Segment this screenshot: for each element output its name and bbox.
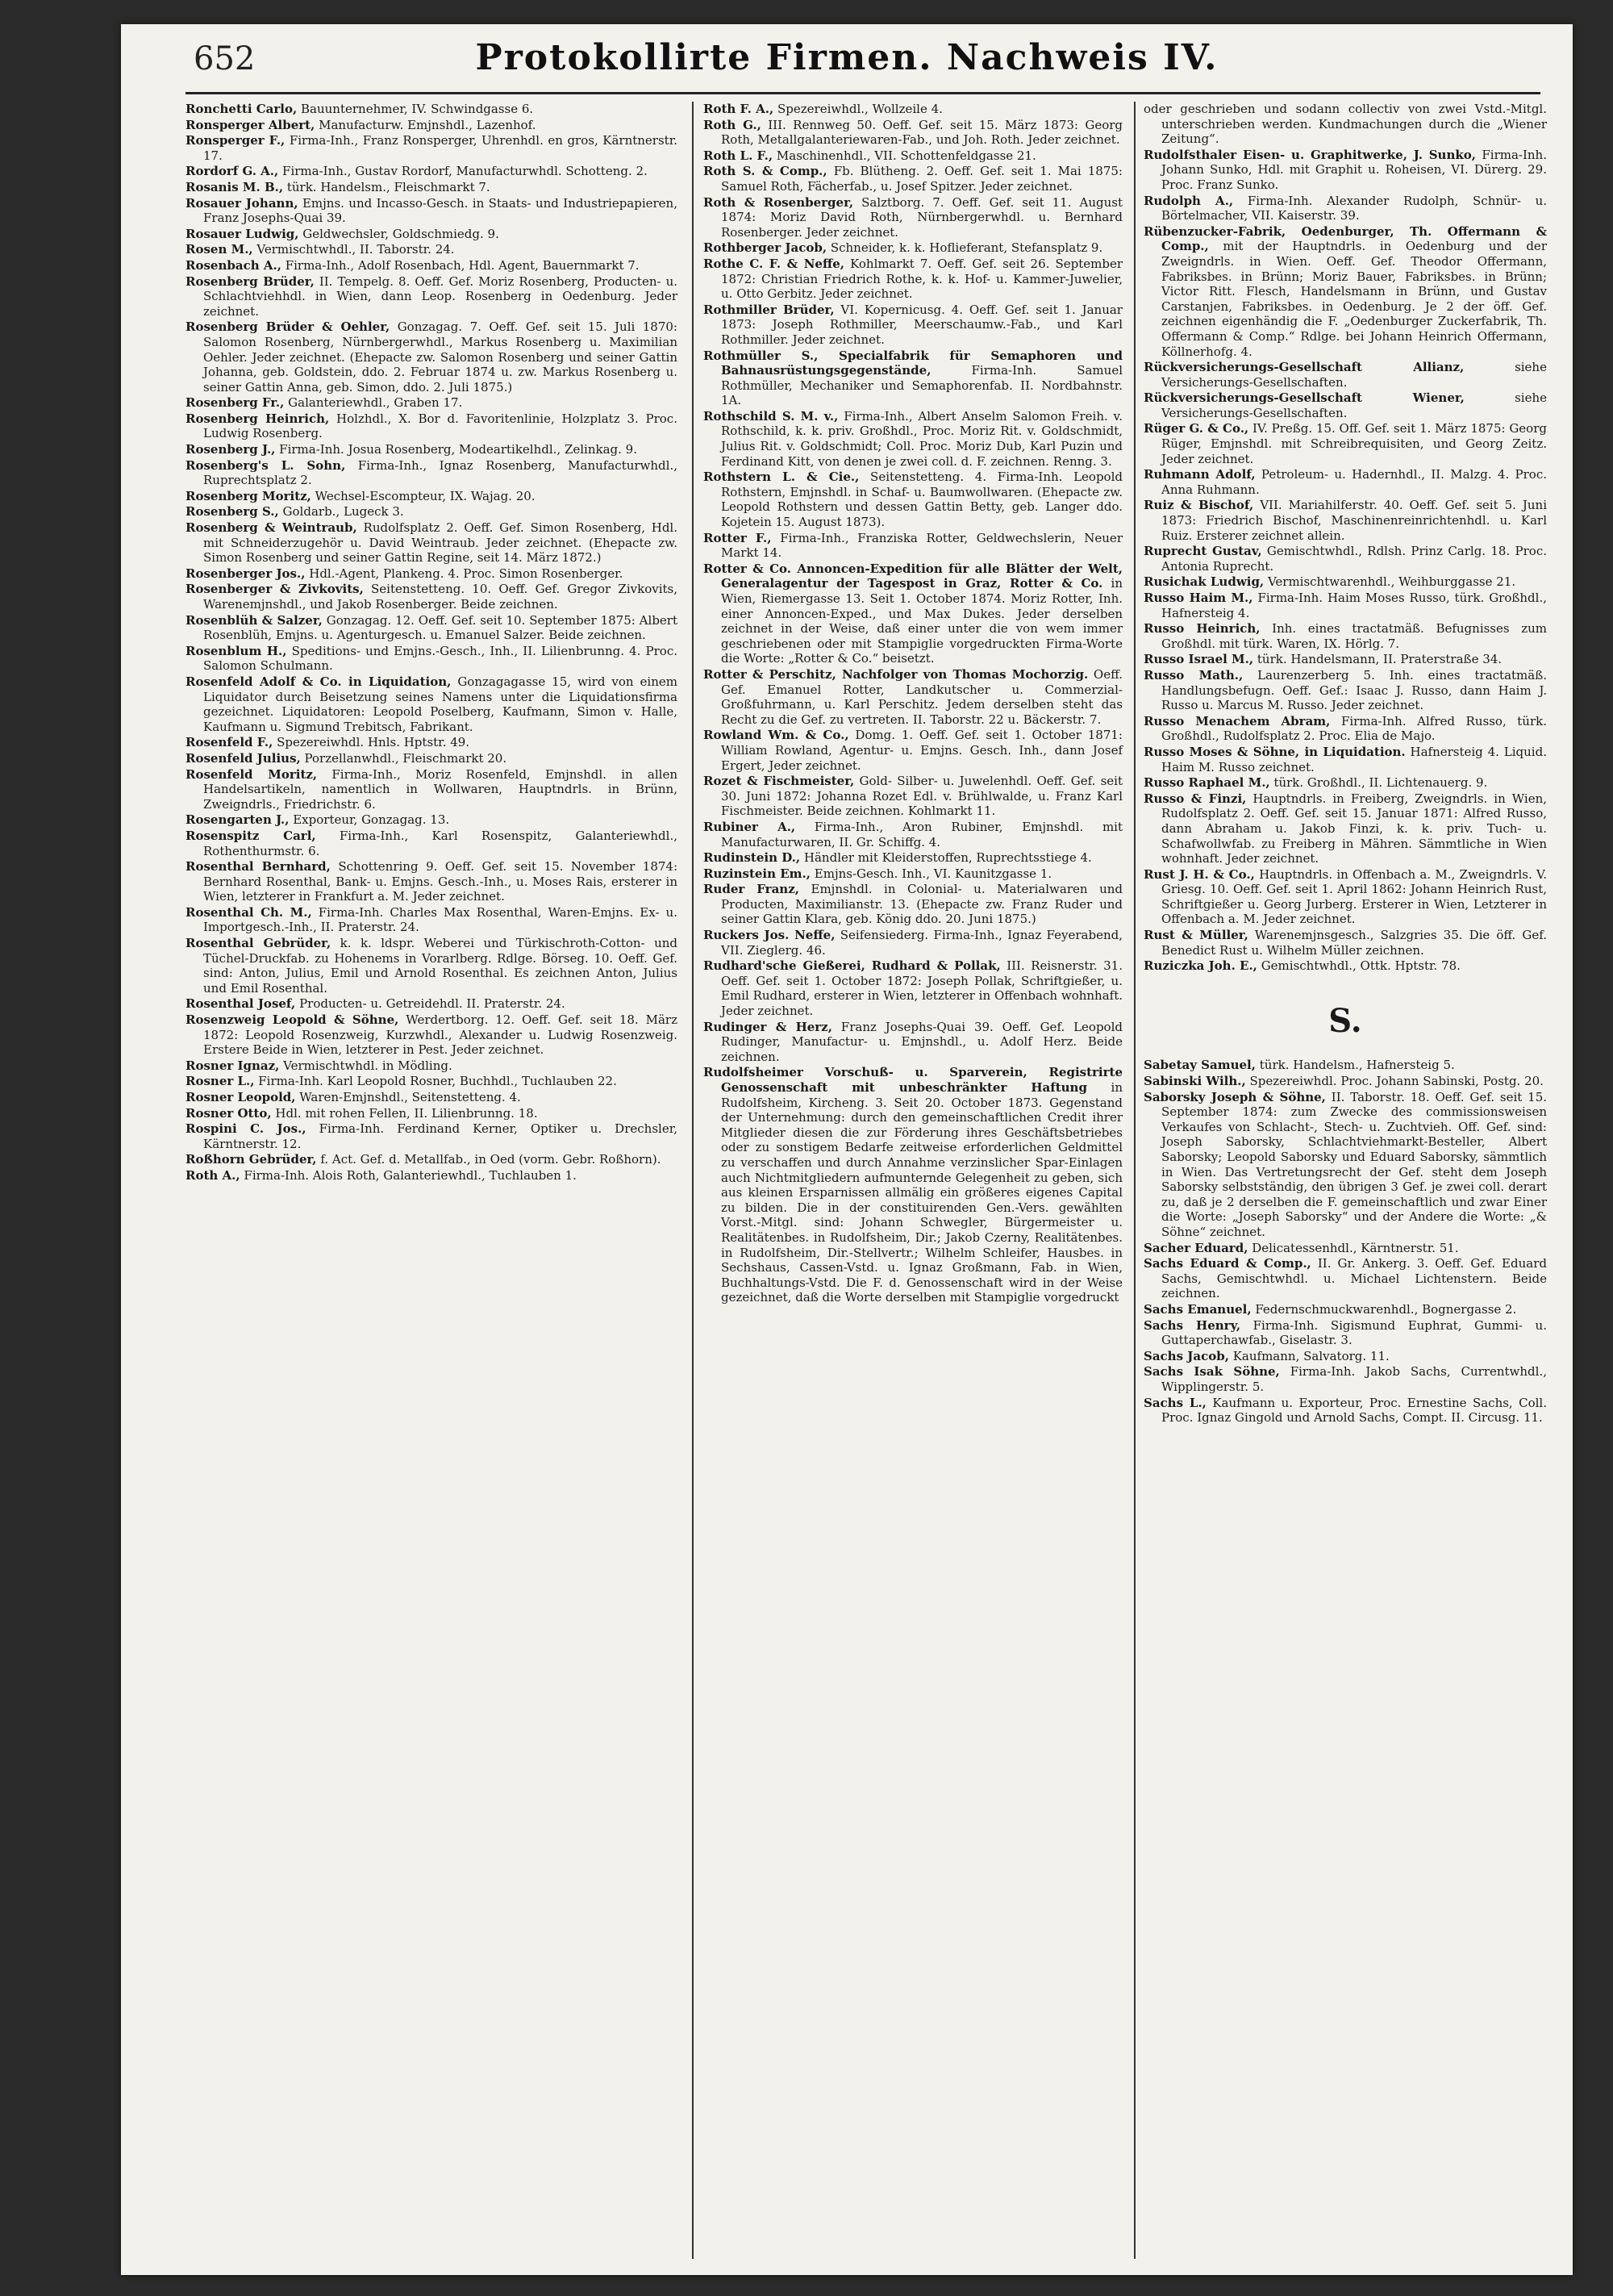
directory-entry	[1144, 591, 1547, 620]
firm-details: Gemischtwhdl., Ottk. Hptstr. 78.	[1261, 958, 1461, 974]
firm-details: Kaufmann, Salvatorg. 11.	[1232, 1348, 1390, 1363]
directory-entry	[185, 395, 677, 411]
directory-entry	[185, 674, 677, 734]
directory-entry	[703, 928, 1123, 958]
firm-name: Rosenthal Gebrüder,	[185, 936, 331, 951]
firm-details: Firma-Inh. Josua Rosenberg, Modeartikelhdl., Zelinkag. 9.	[279, 442, 637, 457]
firm-name: Rordorf G. A.,	[185, 164, 279, 179]
firm-details: Vermischtwhdl. in Mödling.	[283, 1058, 452, 1073]
firm-name: Rosner L.,	[185, 1074, 255, 1089]
directory-page	[121, 24, 1573, 2275]
firm-name: Rückversicherungs-Gesellschaft Wiener,	[1144, 390, 1465, 406]
firm-details: Schneider, k. k. Hoflieferant, Stefansplatz 9.	[830, 240, 1103, 256]
firm-name: Rudhard'sche Gießerei, Rudhard & Pollak,	[703, 958, 1001, 974]
firm-details: Schottenring 9. Oeff. Gef. seit 15. November 1874: Bernhard Rosenthal, Bank- u. Emjns. Gesch.-Inh., u. Moses Rais, ersterer in Wien, letzterer in Frankfurt a. M. Jeder zeichnet.	[203, 859, 678, 904]
firm-details: Firma-Inh., Albert Anselm Salomon Freih. v. Rothschild, k. k. priv. Großhdl., Proc. Moriz Rit. v. Goldschmidt, Julius Rit. v. Goldschmidt; Coll. Proc. Moriz Dub, Karl Puzin und Ferdinand Kitt, von denen je zwei coll. d. F. zeichnen. Renng. 3.	[721, 408, 1123, 469]
page-number: 652	[194, 40, 256, 77]
directory-entry	[703, 303, 1123, 348]
firm-details: türk. Großhdl., II. Lichtenauerg. 9.	[1273, 775, 1488, 791]
firm-name: Rosen M.,	[185, 242, 253, 257]
column-2	[703, 102, 1123, 1306]
firm-details: Warenemjnsgesch., Salzgries 35. Die öff. Gef. Benedict Rust u. Wilhelm Müller zeichnen.	[1161, 928, 1547, 958]
directory-entry	[185, 133, 677, 163]
directory-entry	[185, 1058, 677, 1074]
firm-name: Rusichak Ludwig,	[1144, 574, 1265, 590]
directory-entry	[185, 936, 677, 996]
firm-details: VI. Kopernicusg. 4. Oeff. Gef. seit 1. Januar 1873: Joseph Rothmiller, Meerschaumw.-Fab., und Karl Rothmiller. Jeder zeichnet.	[721, 302, 1123, 347]
directory-entry	[185, 751, 677, 766]
directory-entry	[703, 102, 1123, 117]
directory-entry	[1144, 714, 1547, 744]
firm-name: Rosenberg & Weintraub,	[185, 520, 357, 536]
directory-entry	[1144, 1256, 1547, 1301]
firm-name: Rozet & Fischmeister,	[703, 774, 855, 789]
firm-name: Sabinski Wilh.,	[1144, 1074, 1246, 1089]
firm-details: Gonzagag. 7. Oeff. Gef. seit 15. Juli 1870: Salomon Rosenberg, Nürnbergerwhdl., Markus Rosenberg u. Maximilian Oehler. Jeder zeichnet. (Ehepacte zw. Salomon Rosenberg und seiner Gattin Johanna, geb. Goldstein, ddo. 2. Februar 1874 u. zw. Markus Rosenberg u. seiner Gattin Anna, geb. Simon, ddo. 2. Juli 1875.)	[203, 319, 677, 394]
firm-details: Firma-Inh. Haim Moses Russo, türk. Großhdl., Hafnersteig 4.	[1161, 591, 1547, 620]
directory-entry	[703, 958, 1123, 1018]
directory-entry	[703, 470, 1123, 529]
firm-name: Rosanis M. B.,	[185, 179, 284, 194]
firm-details: in Rudolfsheim, Kircheng. 3. Seit 20. October 1873. Gegenstand der Unternehmung: durch den gemeinschaftlichen Credit ihrer Mitglieder diesen die zur Förderung ihres Geschäftsbetriebes oder zu sonstigem Bedarfe zeitweise erforderlichen Geldmittel zu verschaffen und durch Annahme verzinslicher Spar-Einlagen auch Nichtmitgliedern aufmunternde Gelegenheit zu geben, sich aus kleinen Ersparnissen allmälig ein größeres eigenes Capital zu bilden. Die in der constituirenden Gen.-Vers. gewählten Vorst.-Mitgl. sind: Johann Schwegler, Bürgermeister u. Realitätenbes. in Rudolfsheim, Dir.; Jakob Czerny, Realitätenbes. in Rudolfsheim, Dir.-Stellvertr.; Wilhelm Schleifer, Hausbes. in Sechshaus, Cassen-Vstd. u. Ignaz Großmann, Fab. in Wien, Buchhaltungs-Vstd. Die F. d. Genossenschaft wird in der Weise gezeichnet, daß die Worte derselben mit Stampiglie vorgedruckt	[721, 1080, 1123, 1305]
firm-details: Werdertborg. 12. Oeff. Gef. seit 18. März 1872: Leopold Rosenzweig, Kurzwhdl., Alexander u. Ludwig Rosenzweig. Erstere Beide in Wien, letzterer in Pest. Jeder zeichnet.	[203, 1012, 677, 1058]
directory-entry	[703, 561, 1123, 666]
firm-details: k. k. ldspr. Weberei und Türkischroth-Cotton- und Tüchel-Druckfab. zu Hohenems in Vorarlberg. Rdlge. Börseg. 10. Oeff. Gef. sind: Anton, Julius, Emil und Arnold Rosenthal. Es zeichnen Anton, Julius und Emil Rosenthal.	[203, 936, 677, 996]
directory-entry	[1144, 467, 1547, 497]
firm-name: Rosengarten J.,	[185, 812, 290, 828]
firm-details: mit der Hauptndrls. in Oedenburg und der Zweigndrls. in Wien. Oeff. Gef. Theodor Offermann, Fabriksbes. in Brünn; Moriz Bauer, Fabriksbes. in Brünn; Victor Ritt. Flesch, Handelsmann in Brünn, und Gustav Carstanjen, Fabriksbes. in Oedenburg. Je 2 der öff. Gef. zeichnen eigenhändig die F. „Oedenburger Zuckerfabrik, Th. Offermann & Comp.“ Rdlge. bei Johann Heinrich Offermann, Köllnerhofg. 4.	[1161, 239, 1547, 359]
firm-name: Ruziczka Joh. E.,	[1144, 958, 1257, 974]
directory-entry	[1144, 360, 1547, 390]
firm-details: Oeff. Gef. Emanuel Rotter, Landkutscher u. Commerzial-Großfuhrmann, u. Karl Perschitz. Jedem derselben steht das Recht zu die Gef. zu vertreten. II. Taborstr. 22 u. Bäckerstr. 7.	[721, 666, 1123, 727]
directory-entry	[1144, 668, 1547, 713]
firm-name: Roth L. F.,	[703, 148, 773, 163]
firm-details: Vermischtwarenhdl., Weihburggasse 21.	[1267, 574, 1516, 590]
firm-details: II. Tempelg. 8. Oeff. Gef. Moriz Rosenberg, Producten- u. Schlachtviehhdl. in Wien, dann Leop. Rosenberg in Oedenburg. Jeder zeichnet.	[203, 273, 677, 319]
firm-name: Russo Moses & Söhne, in Liquidation.	[1144, 744, 1406, 759]
firm-details: II. Taborstr. 18. Oeff. Gef. seit 15. September 1874: zum Zwecke des commissionsweisen Verkaufes von Schlacht-, Stech- u. Zuchtvieh. Off. Gef. sind: Joseph Saborsky, Schlachtviehmarkt-Besteller, Albert Saborsky; Leopold Saborsky und Eduard Saborsky, sämmtlich in Wien. Das Vertretungsrecht der Gef. steht dem Joseph Saborsky selbstständig, den übrigen 3 Gef. je zwei coll. derart zu, daß je 2 derselben die F. gemeinschaftlich und zwar Einer die Worte: „Joseph Saborsky“ und der Andere die Worte: „& Söhne“ zeichnet.	[1161, 1089, 1548, 1239]
firm-name: Rudolph A.,	[1144, 193, 1234, 208]
firm-name: Rosenblum H.,	[185, 643, 287, 658]
firm-name: Rowland Wm. & Co.,	[703, 728, 849, 743]
directory-entry	[703, 774, 1123, 819]
directory-entry	[703, 1020, 1123, 1065]
firm-name: Sacher Eduard,	[1144, 1240, 1248, 1255]
directory-entry	[185, 829, 677, 858]
firm-details: Gold- Silber- u. Juwelenhdl. Oeff. Gef. seit 30. Juni 1872: Johanna Rozet Edl. v. Brühlwalde, u. Franz Karl Fischmeister. Beide zeichnen. Kohlmarkt 11.	[721, 774, 1123, 819]
directory-entry	[1144, 652, 1547, 667]
firm-details: Delicatessenhdl., Kärntnerstr. 51.	[1252, 1240, 1459, 1255]
firm-details: Firma-Inh. Alfred Russo, türk. Großhdl., Rudolfsplatz 2. Proc. Elia de Majo.	[1161, 713, 1547, 744]
firm-details: Firma-Inh. Jakob Sachs, Currentwhdl., Wipplingerstr. 5.	[1161, 1364, 1547, 1394]
firm-details: Gonzagag. 12. Oeff. Gef. seit 10. September 1875: Albert Rosenblüh, Emjns. u. Agenturgesch. u. Emanuel Salzer. Beide zeichnen.	[203, 612, 677, 643]
firm-name: Rudolfsheimer Vorschuß- u. Sparverein, Registrirte Genossenschaft mit unbeschränkter Haftung	[703, 1065, 1123, 1095]
directory-entry	[185, 442, 677, 457]
directory-entry	[1144, 1241, 1547, 1256]
firm-details: Firma-Inh. Alois Roth, Galanteriewhdl., Tuchlauben 1.	[244, 1167, 577, 1183]
directory-entry	[185, 1012, 677, 1058]
directory-entry	[1144, 194, 1547, 223]
directory-entry	[703, 195, 1123, 240]
directory-entry	[703, 882, 1123, 927]
firm-name: Rosenfeld Julius,	[185, 750, 301, 766]
directory-entry	[185, 1168, 677, 1183]
firm-details: Petroleum- u. Hadernhdl., II. Malzg. 4. Proc. Anna Ruhmann.	[1161, 467, 1547, 497]
firm-details: Kohlmarkt 7. Oeff. Gef. seit 26. September 1872: Christian Friedrich Rothe, k. k. Hof- u. Kammer-Juwelier, u. Otto Gerbitz. Jeder zeichnet.	[721, 256, 1123, 302]
firm-name: Roth G.,	[703, 117, 761, 132]
firm-details: Hauptndrls. in Offenbach a. M., Zweigndrls. V. Griesg. 10. Oeff. Gef. seit 1. April 1862: Johann Heinrich Rust, Schriftgießer u. Georg Jurberg. Ersterer in Wien, Letzterer in Offenbach a. M. Jeder zeichnet.	[1161, 866, 1547, 927]
firm-name: Rosner Leopold,	[185, 1090, 296, 1104]
firm-details: oder geschrieben und sodann collectiv von zwei Vstd.-Mitgl. unterschrieben werden. Kundmachungen durch die „Wiener Zeitung“.	[1144, 102, 1547, 147]
firm-name: Rosenberg J.,	[185, 442, 276, 457]
directory-entry	[185, 1090, 677, 1105]
directory-entry	[185, 180, 677, 195]
firm-details: siehe Versicherungs-Gesellschaften.	[1161, 390, 1547, 420]
firm-name: Roth & Rosenberger,	[703, 194, 854, 210]
directory-entry	[185, 735, 677, 750]
firm-name: Rudolfsthaler Eisen- u. Graphitwerke, J. Sunko,	[1144, 147, 1476, 162]
firm-name: Rückversicherungs-Gesellschaft Allianz,	[1144, 360, 1465, 375]
firm-name: Rosner Otto,	[185, 1105, 272, 1121]
firm-details: III. Reisnerstr. 31. Oeff. Gef. seit 1. October 1872: Joseph Pollak, Schriftgießer, u. Emil Rudhard, ersterer in Wien, letzterer in Offenbach wohnhaft. Jeder zeichnet.	[721, 958, 1123, 1019]
directory-entry	[1144, 1302, 1547, 1317]
firm-name: Rosenfeld Adolf & Co. in Liquidation,	[185, 674, 452, 689]
firm-name: Ruckers Jos. Neffe,	[703, 928, 836, 943]
directory-entry	[185, 411, 677, 441]
firm-name: Ruprecht Gustav,	[1144, 544, 1262, 559]
firm-name: Rosenberger & Zivkovits,	[185, 582, 364, 597]
directory-entry	[185, 1106, 677, 1121]
firm-details: Gemischtwhdl., Rdlsh. Prinz Carlg. 18. Proc. Antonia Ruprecht.	[1161, 544, 1547, 574]
firm-details: Kaufmann u. Exporteur, Proc. Ernestine Sachs, Coll. Proc. Ignaz Gingold und Arnold Sachs, Compt. II. Circusg. 11.	[1161, 1395, 1547, 1426]
firm-details: Firma-Inh., Franz Ronsperger, Uhrenhdl. en gros, Kärntnerstr. 17.	[203, 133, 677, 163]
directory-entry	[185, 812, 677, 828]
firm-name: Rosenberg S.,	[185, 504, 279, 520]
firm-details: siehe Versicherungs-Gesellschaften.	[1161, 360, 1547, 390]
firm-details: Hauptndrls. in Freiberg, Zweigndrls. in Wien, Rudolfsplatz 2. Oeff. Gef. seit 15. Januar 1871: Alfred Russo, dann Abraham u. Jakob Finzi, k. k. priv. Tuch- u. Schafwollwfab. zu Freiberg in Mähren. Sämmtliche in Wien wohnhaft. Jeder zeichnet.	[1161, 791, 1548, 866]
firm-details: Firma-Inh. Alexander Rudolph, Schnür- u. Börtelmacher, VII. Kaiserstr. 39.	[1161, 193, 1547, 223]
firm-details: Spezereiwhdl. Proc. Johann Sabinski, Postg. 20.	[1249, 1074, 1544, 1089]
directory-entry	[1144, 1364, 1547, 1394]
firm-name: Rotter & Perschitz, Nachfolger von Thomas Mochorzig.	[703, 666, 1089, 682]
firm-details: Spezereiwhdl., Wollzeile 4.	[777, 102, 943, 116]
firm-details: Emjns-Gesch. Inh., VI. Kaunitzgasse 1.	[814, 866, 1052, 881]
firm-name: Rothberger Jacob,	[703, 240, 827, 256]
directory-entry	[185, 1121, 677, 1151]
firm-details: türk. Handelsmann, II. Praterstraße 34.	[1257, 652, 1503, 667]
firm-details: Speditions- und Emjns.-Gesch., Inh., II. Lilienbrunng. 4. Proc. Salomon Schulmann.	[203, 643, 677, 674]
firm-details: Inh. eines tractatmäß. Befugnisses zum Großhdl. mit türk. Waren, IX. Hörlg. 7.	[1161, 621, 1547, 651]
directory-entry	[703, 531, 1123, 561]
directory-entry	[1144, 928, 1547, 958]
firm-name: Rosenberg Moritz,	[185, 488, 311, 503]
directory-entry	[1144, 544, 1547, 574]
column-1	[185, 102, 677, 1184]
title-rule	[185, 92, 1540, 94]
directory-entry	[1144, 791, 1547, 866]
directory-entry	[185, 196, 677, 226]
directory-entry	[185, 274, 677, 319]
firm-name: Rothmiller Brüder,	[703, 302, 835, 317]
firm-details: türk. Handelsm., Hafnersteig 5.	[1259, 1058, 1455, 1073]
firm-details: Porzellanwhdl., Fleischmarkt 20.	[304, 750, 507, 766]
firm-name: Rosenbach A.,	[185, 257, 281, 273]
directory-entry	[185, 644, 677, 674]
firm-name: Rüger G. & Co.,	[1144, 421, 1249, 436]
firm-details: Firma-Inh. Ferdinand Kerner, Optiker u. Drechsler, Kärntnerstr. 12.	[203, 1121, 677, 1151]
directory-entry	[703, 148, 1123, 164]
firm-name: Ronsperger Albert,	[185, 117, 315, 132]
firm-details: Holzhdl., X. Bor d. Favoritenlinie, Holzplatz 3. Proc. Ludwig Rosenberg.	[203, 411, 677, 441]
firm-name: Saborsky Joseph & Söhne,	[1144, 1089, 1326, 1104]
directory-entry	[185, 227, 677, 242]
firm-details: Franz Josephs-Quai 39. Oeff. Gef. Leopold Rudinger, Manufactur- u. Emjnshdl., u. Adolf Herz. Beide zeichnen.	[721, 1019, 1123, 1064]
firm-details: Exporteur, Gonzagag. 13.	[293, 812, 450, 828]
directory-entry	[185, 520, 677, 566]
directory-entry	[1144, 621, 1547, 651]
directory-entry	[703, 667, 1123, 727]
firm-details: Salztborg. 7. Oeff. Gef. seit 11. August 1874: Moriz David Roth, Nürnbergerwhdl. u. Bernhard Rosenberger. Jeder zeichnet.	[721, 194, 1123, 240]
directory-entry	[185, 458, 677, 488]
directory-entry	[185, 767, 677, 812]
firm-name: Russo Math.,	[1144, 667, 1244, 683]
firm-details: Firma-Inh., Gustav Rordorf, Manufacturwhdl. Schotteng. 2.	[282, 164, 648, 179]
directory-entry	[185, 164, 677, 179]
firm-name: Sachs Isak Söhne,	[1144, 1364, 1280, 1380]
firm-name: Rust J. H. & Co.,	[1144, 866, 1255, 882]
firm-name: Rosenberger Jos.,	[185, 566, 306, 581]
firm-details: Galanteriewhdl., Graben 17.	[288, 395, 463, 411]
firm-name: Rosenberg Brüder & Oehler,	[185, 319, 390, 335]
directory-entry	[185, 859, 677, 904]
firm-name: Rudinstein D.,	[703, 850, 801, 866]
directory-entry	[703, 409, 1123, 469]
firm-name: Rotter & Co. Annoncen-Expedition für alle Blätter der Welt, Generalagentur der Tagespost in Graz, Rotter & Co.	[703, 561, 1123, 591]
firm-details: Fb. Blütheng. 2. Oeff. Gef. seit 1. Mai 1875: Samuel Roth, Fächerfab., u. Josef Spitzer. Jeder zeichnet.	[721, 164, 1123, 194]
directory-entry	[703, 866, 1123, 882]
firm-name: Russo & Finzi,	[1144, 791, 1247, 806]
firm-name: Rosauer Ludwig,	[185, 226, 299, 241]
firm-name: Rosenfeld Moritz,	[185, 766, 318, 782]
column-divider	[692, 102, 694, 2259]
directory-entry	[1144, 1090, 1547, 1240]
directory-entry	[1144, 102, 1547, 147]
firm-details: Domg. 1. Oeff. Gef. seit 1. October 1871: William Rowland, Agentur- u. Emjns. Gesch. Inh., dann Josef Ergert, Jeder zeichnet.	[721, 728, 1123, 773]
firm-details: Hafnersteig 4. Liquid. Haim M. Russo zeichnet.	[1161, 744, 1547, 774]
directory-entry	[703, 1065, 1123, 1305]
firm-name: Rosenthal Josef,	[185, 996, 296, 1012]
firm-details: Firma-Inh. Karl Leopold Rosner, Buchhdl., Tuchlauben 22.	[258, 1074, 617, 1089]
firm-name: Rosauer Johann,	[185, 195, 298, 211]
firm-details: Seitenstetteng. 4. Firma-Inh. Leopold Rothstern, Emjnshdl. in Schaf- u. Baumwollwaren. (Ehepacte zw. Leopold Rothstern und dessen Gattin Betty, geb. Langer ddo. Kojetein 15. August 1873).	[721, 470, 1123, 530]
firm-details: II. Gr. Ankerg. 3. Oeff. Gef. Eduard Sachs, Gemischtwhdl. u. Michael Lichtenstern. Beide zeichnen.	[1161, 1256, 1547, 1301]
firm-name: Rosenberg Fr.,	[185, 395, 285, 411]
firm-details: Firma-Inh., Karl Rosenspitz, Galanteriewhdl., Rothenthurmstr. 6.	[203, 828, 677, 858]
column-3	[1144, 102, 1547, 1426]
firm-name: Ronsperger F.,	[185, 133, 286, 148]
firm-details: Maschinenhdl., VII. Schottenfeldgasse 21.	[776, 148, 1036, 163]
firm-name: Sachs Eduard & Comp.,	[1144, 1256, 1311, 1271]
directory-entry	[1144, 574, 1547, 590]
directory-entry	[185, 118, 677, 133]
firm-name: Rosenberg Heinrich,	[185, 411, 330, 426]
firm-details: Firma-Inh., Adolf Rosenbach, Hdl. Agent, Bauernmarkt 7.	[285, 257, 640, 273]
firm-name: Sachs Henry,	[1144, 1317, 1241, 1333]
firm-name: Sachs L.,	[1144, 1395, 1207, 1410]
page-title: Protokollirte Firmen. Nachweis IV.	[475, 37, 1219, 78]
firm-details: Rudolfsplatz 2. Oeff. Gef. Simon Rosenberg, Hdl. mit Schneiderzugehör u. David Weintraub. Jeder zeichnet. (Ehepacte zw. Simon Rosenberg und seiner Gattin Regine, seit 14. März 1872.)	[203, 520, 677, 566]
firm-name: Rosenspitz Carl,	[185, 828, 316, 843]
directory-entry	[703, 728, 1123, 773]
firm-name: Rosenblüh & Salzer,	[185, 612, 323, 628]
firm-name: Rosenthal Ch. M.,	[185, 904, 312, 920]
directory-entry	[185, 905, 677, 935]
firm-details: Firma-Inh., Franziska Rotter, Geldwechslerin, Neuer Markt 14.	[721, 530, 1123, 561]
firm-details: Geldwechsler, Goldschmiedg. 9.	[302, 226, 499, 241]
firm-name: Rudinger & Herz,	[703, 1019, 832, 1034]
directory-entry	[185, 1074, 677, 1089]
directory-entry	[185, 996, 677, 1012]
firm-details: Emjnshdl. in Colonial- u. Materialwaren und Producten, Maximilianstr. 13. (Ehepacte zw. Franz Ruder und seiner Gattin Klara, geb. König ddo. 20. Juni 1875.)	[721, 882, 1123, 927]
firm-name: Rothschild S. M. v.,	[703, 408, 839, 424]
firm-details: Federnschmuckwarenhdl., Bognergasse 2.	[1255, 1301, 1517, 1317]
firm-details: Producten- u. Getreidehdl. II. Praterstr. 24.	[299, 996, 565, 1012]
firm-name: Rosenberg's L. Sohn,	[185, 457, 346, 473]
directory-entry	[1144, 390, 1547, 420]
firm-details: Waren-Emjnshdl., Seitenstetteng. 4.	[299, 1090, 521, 1104]
firm-name: Russo Menachem Abram,	[1144, 713, 1331, 728]
firm-details: in Wien, Riemergasse 13. Seit 1. October 1874. Moriz Rotter, Inh. einer Annoncen-Exped., und Max Dukes. Jeder derselben zeichnet in der Weise, daß einer unter die von wem immer geschriebenen oder mit Stampiglie vorgedruckten Firma-Worte die Worte: „Rotter & Co.“ beisetzt.	[721, 576, 1123, 666]
firm-details: Laurenzerberg 5. Inh. eines tractatmäß. Handlungsbefugn. Oeff. Gef.: Isaac J. Russo, dann Haim J. Russo u. Marcus M. Russo. Jeder zeichnet.	[1161, 667, 1547, 713]
firm-name: Sabetay Samuel,	[1144, 1058, 1256, 1073]
firm-details: Hdl.-Agent, Plankeng. 4. Proc. Simon Rosenberger.	[309, 566, 623, 581]
firm-name: Rubiner A.,	[703, 819, 796, 834]
directory-entry	[185, 566, 677, 582]
directory-entry	[1144, 1396, 1547, 1426]
firm-name: Russo Israel M.,	[1144, 652, 1254, 667]
firm-name: Rosenfeld F.,	[185, 735, 273, 750]
firm-name: Russo Haim M.,	[1144, 591, 1253, 605]
section-letter: S.	[1328, 1001, 1362, 1040]
firm-details: Firma-Inh., Moriz Rosenfeld, Emjnshdl. in allen Handelsartikeln, namentlich in Wollwaren, Hauptndrls. in Brünn, Zweigndrls., Friedrichstr. 6.	[203, 766, 677, 812]
firm-name: Roth S. & Comp.,	[703, 164, 827, 179]
firm-name: Rosenberg Brüder,	[185, 273, 315, 289]
firm-name: Rothstern L. & Cie.,	[703, 470, 860, 485]
firm-name: Rosenzweig Leopold & Söhne,	[185, 1012, 399, 1028]
firm-details: Manufacturw. Emjnshdl., Lazenhof.	[319, 117, 536, 132]
firm-name: Sachs Emanuel,	[1144, 1301, 1252, 1317]
directory-entry	[185, 489, 677, 504]
firm-details: Spezereiwhdl. Hnls. Hptstr. 49.	[277, 735, 470, 750]
directory-entry	[1144, 745, 1547, 774]
directory-entry	[1144, 1058, 1547, 1073]
firm-details: Vermischtwhdl., II. Taborstr. 24.	[256, 242, 455, 257]
directory-entry	[703, 349, 1123, 408]
directory-entry	[1144, 958, 1547, 974]
firm-details: Gonzagagasse 15, wird von einem Liquidator durch Beisetzung seines Namens unter die Liquidationsfirma gezeichnet. Liquidatoren: Leopold Poselberg, Kaufmann, Simon v. Halle, Kaufmann u. Sigmund Trebitsch, Fabrikant.	[203, 674, 677, 734]
firm-details: Goldarb., Lugeck 3.	[282, 504, 404, 520]
firm-name: Rothe C. F. & Neffe,	[703, 256, 845, 271]
firm-name: Roßhorn Gebrüder,	[185, 1152, 317, 1167]
directory-entry	[1144, 1318, 1547, 1348]
directory-entry	[185, 258, 677, 273]
directory-entry	[703, 164, 1123, 194]
directory-entry	[1144, 775, 1547, 791]
directory-entry	[1144, 867, 1547, 927]
firm-name: Ruzinstein Em.,	[703, 866, 811, 881]
firm-details: III. Rennweg 50. Oeff. Gef. seit 15. März 1873: Georg Roth, Metallgalanteriewaren-Fab., und Joh. Roth. Jeder zeichnet.	[721, 117, 1123, 148]
firm-details: VII. Mariahilferstr. 40. Oeff. Gef. seit 5. Juni 1873: Friedrich Bischof, Maschinenreinrichtenhdl. u. Karl Ruiz. Ersterer zeichnet allein.	[1161, 498, 1547, 543]
directory-entry	[703, 257, 1123, 302]
firm-details: Händler mit Kleiderstoffen, Ruprechtsstiege 4.	[803, 850, 1092, 866]
directory-entry	[185, 1152, 677, 1167]
firm-details: Hdl. mit rohen Fellen, II. Lilienbrunng. 18.	[275, 1105, 538, 1121]
firm-name: Rosner Ignaz,	[185, 1058, 280, 1073]
directory-entry	[1144, 224, 1547, 359]
firm-details: türk. Handelsm., Fleischmarkt 7.	[286, 179, 490, 194]
firm-name: Ruder Franz,	[703, 882, 799, 897]
firm-details: Firma-Inh., Aron Rubiner, Emjnshdl. mit Manufacturwaren, II. Gr. Schiffg. 4.	[721, 819, 1123, 850]
directory-entry	[1144, 1074, 1547, 1089]
firm-name: Ronchetti Carlo,	[185, 102, 298, 116]
firm-details: Seitenstetteng. 10. Oeff. Gef. Gregor Zivkovits, Warenemjnshdl., und Jakob Rosenberger. Beide zeichnen.	[203, 582, 677, 612]
firm-name: Ruhmann Adolf,	[1144, 467, 1256, 482]
directory-entry	[703, 820, 1123, 850]
directory-entry	[185, 242, 677, 257]
firm-details: Emjns. und Incasso-Gesch. in Staats- und Industriepapieren, Franz Josephs-Quai 39.	[203, 195, 677, 226]
firm-name: Russo Raphael M.,	[1144, 775, 1270, 791]
directory-entry	[1144, 1349, 1547, 1364]
firm-details: Firma-Inh. Charles Max Rosenthal, Waren-Emjns. Ex- u. Importgesch.-Inh., II. Praterstr. 24.	[203, 904, 677, 935]
directory-entry	[1144, 498, 1547, 543]
firm-details: Wechsel-Escompteur, IX. Wajag. 20.	[315, 488, 536, 503]
firm-details: Firma-Inh., Ignaz Rosenberg, Manufacturwhdl., Ruprechtsplatz 2.	[203, 457, 677, 488]
firm-details: Firma-Inh. Johann Sunko, Hdl. mit Graphit u. Roheisen, VI. Dürerg. 29. Proc. Franz Sunko.	[1161, 147, 1547, 192]
firm-name: Roth A.,	[185, 1167, 240, 1183]
directory-entry	[703, 118, 1123, 148]
firm-details: Bauunternehmer, IV. Schwindgasse 6.	[301, 102, 534, 116]
firm-name: Rothmüller S., Specialfabrik für Semaphoren und Bahnausrüstungsgegenstände,	[703, 348, 1123, 378]
directory-entry	[185, 582, 677, 612]
directory-entry	[1144, 148, 1547, 193]
directory-entry	[185, 504, 677, 520]
firm-details: Firma-Inh. Samuel Rothmüller, Mechaniker und Semaphorenfab. II. Nordbahnstr. 1A.	[721, 363, 1123, 408]
directory-entry	[185, 319, 677, 394]
firm-name: Russo Heinrich,	[1144, 621, 1261, 637]
firm-name: Rosenthal Bernhard,	[185, 859, 331, 875]
firm-name: Rübenzucker-Fabrik, Oedenburger, Th. Offermann & Comp.,	[1144, 223, 1547, 254]
firm-details: IV. Preßg. 15. Off. Gef. seit 1. März 1875: Georg Rüger, Emjnshdl. mit Schreibrequisiten, und Georg Zeitz. Jeder zeichnet.	[1161, 421, 1547, 466]
firm-details: f. Act. Gef. d. Metallfab., in Oed (vorm. Gebr. Roßhorn).	[320, 1152, 661, 1167]
directory-entry	[185, 102, 677, 117]
firm-details: Firma-Inh. Sigismund Euphrat, Gummi- u. Guttaperchawfab., Giselastr. 3.	[1161, 1317, 1547, 1348]
directory-entry	[703, 240, 1123, 256]
firm-name: Ruiz & Bischof,	[1144, 498, 1254, 513]
firm-name: Rust & Müller,	[1144, 928, 1248, 943]
column-divider	[1134, 102, 1136, 2259]
firm-name: Rotter F.,	[703, 530, 772, 545]
directory-entry	[703, 850, 1123, 866]
firm-name: Roth F. A.,	[703, 102, 774, 116]
firm-details: Seifensiederg. Firma-Inh., Ignaz Feyerabend, VII. Zieglerg. 46.	[721, 928, 1123, 958]
directory-entry	[185, 613, 677, 643]
directory-entry	[1144, 421, 1547, 466]
firm-name: Sachs Jacob,	[1144, 1348, 1229, 1363]
firm-name: Rospini C. Jos.,	[185, 1121, 306, 1137]
